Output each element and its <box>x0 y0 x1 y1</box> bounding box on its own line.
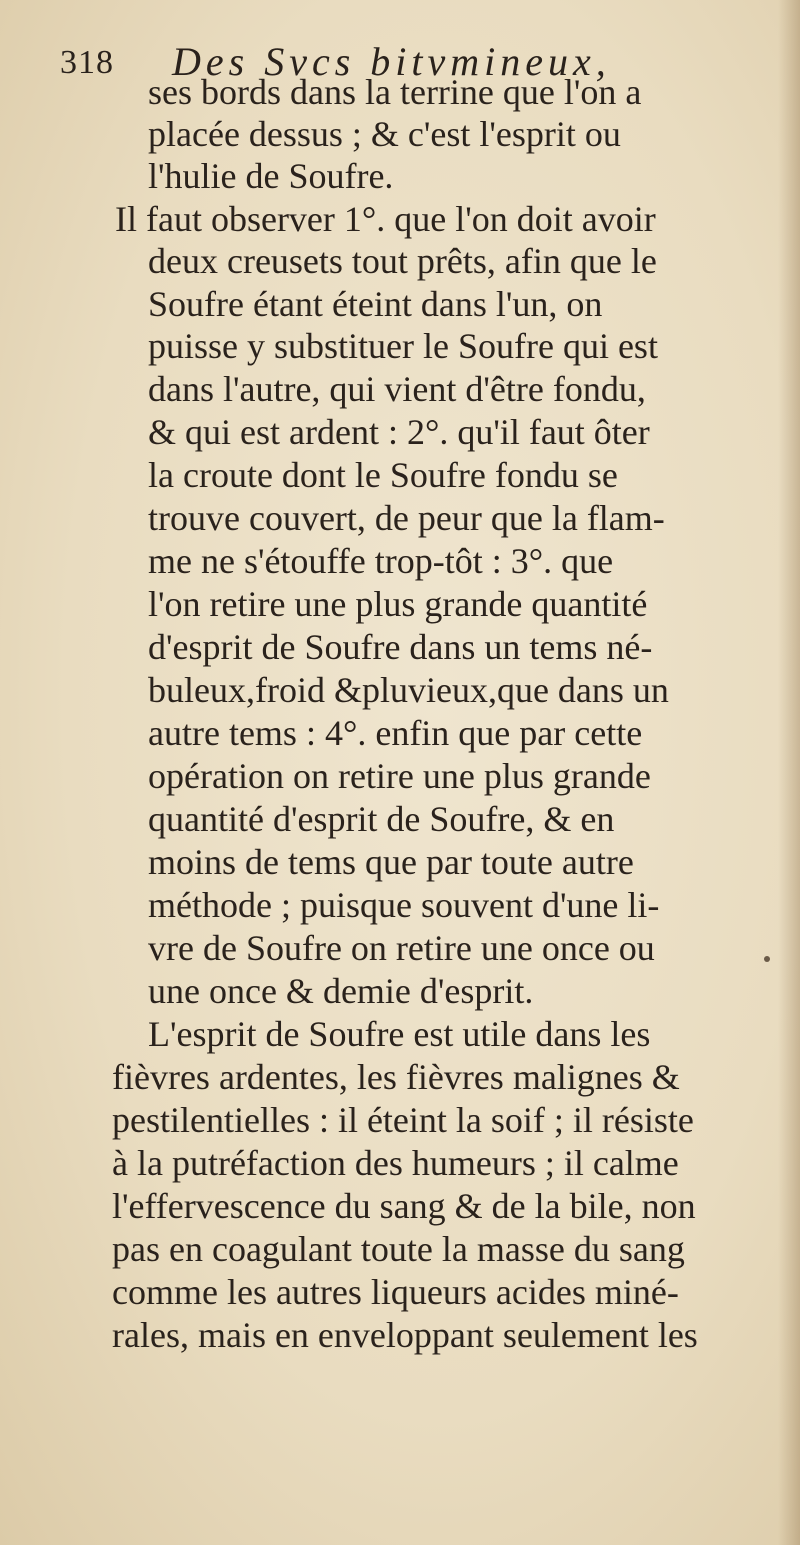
text-line: deux creusets tout prêts, afin que le <box>148 241 657 281</box>
text-line: méthode ; puisque souvent d'une li- <box>148 885 660 925</box>
page-number: 318 <box>60 44 114 81</box>
text-line: quantité d'esprit de Soufre, & en <box>148 799 615 839</box>
page-edge-shadow <box>778 0 800 1545</box>
text-line: dans l'autre, qui vient d'être fondu, <box>148 369 646 409</box>
text-line: vre de Soufre on retire une once ou <box>148 928 655 968</box>
text-line: à la putréfaction des humeurs ; il calme <box>112 1143 679 1183</box>
text-line: ses bords dans la terrine que l'on a <box>148 72 642 112</box>
text-line: puisse y substituer le Soufre qui est <box>148 326 658 366</box>
text-line: comme les autres liqueurs acides miné- <box>112 1272 679 1312</box>
text-line: me ne s'étouffe trop-tôt : 3°. que <box>148 541 614 581</box>
text-line: placée dessus ; & c'est l'esprit ou <box>148 114 621 154</box>
running-title: Des Svcs bitvmineux, <box>172 39 611 84</box>
text-line: Soufre étant éteint dans l'un, on <box>148 284 603 324</box>
ink-spot <box>764 956 770 962</box>
text-line: rales, mais en enveloppant seulement les <box>112 1315 698 1355</box>
text-line: Il faut observer 1°. que l'on doit avoir <box>115 199 656 239</box>
text-line: l'effervescence du sang & de la bile, non <box>112 1186 696 1226</box>
text-line: moins de tems que par toute autre <box>148 842 634 882</box>
text-line: & qui est ardent : 2°. qu'il faut ôter <box>148 412 650 452</box>
text-line: pas en coagulant toute la masse du sang <box>112 1229 685 1269</box>
text-line: l'hulie de Soufre. <box>148 156 394 196</box>
text-line: trouve couvert, de peur que la flam- <box>148 498 665 538</box>
text-line: d'esprit de Soufre dans un tems né- <box>148 627 653 667</box>
text-line: pestilentielles : il éteint la soif ; il résiste <box>112 1100 694 1140</box>
text-line: une once & demie d'esprit. <box>148 971 534 1011</box>
text-line: L'esprit de Soufre est utile dans les <box>148 1014 651 1054</box>
text-line: buleux,froid &pluvieux,que dans un <box>148 670 669 710</box>
text-line: fièvres ardentes, les fièvres malignes & <box>112 1057 680 1097</box>
text-line: opération on retire une plus grande <box>148 756 651 796</box>
text-line: autre tems : 4°. enfin que par cette <box>148 713 643 753</box>
text-line: la croute dont le Soufre fondu se <box>148 455 618 495</box>
text-line: l'on retire une plus grande quantité <box>148 584 648 624</box>
